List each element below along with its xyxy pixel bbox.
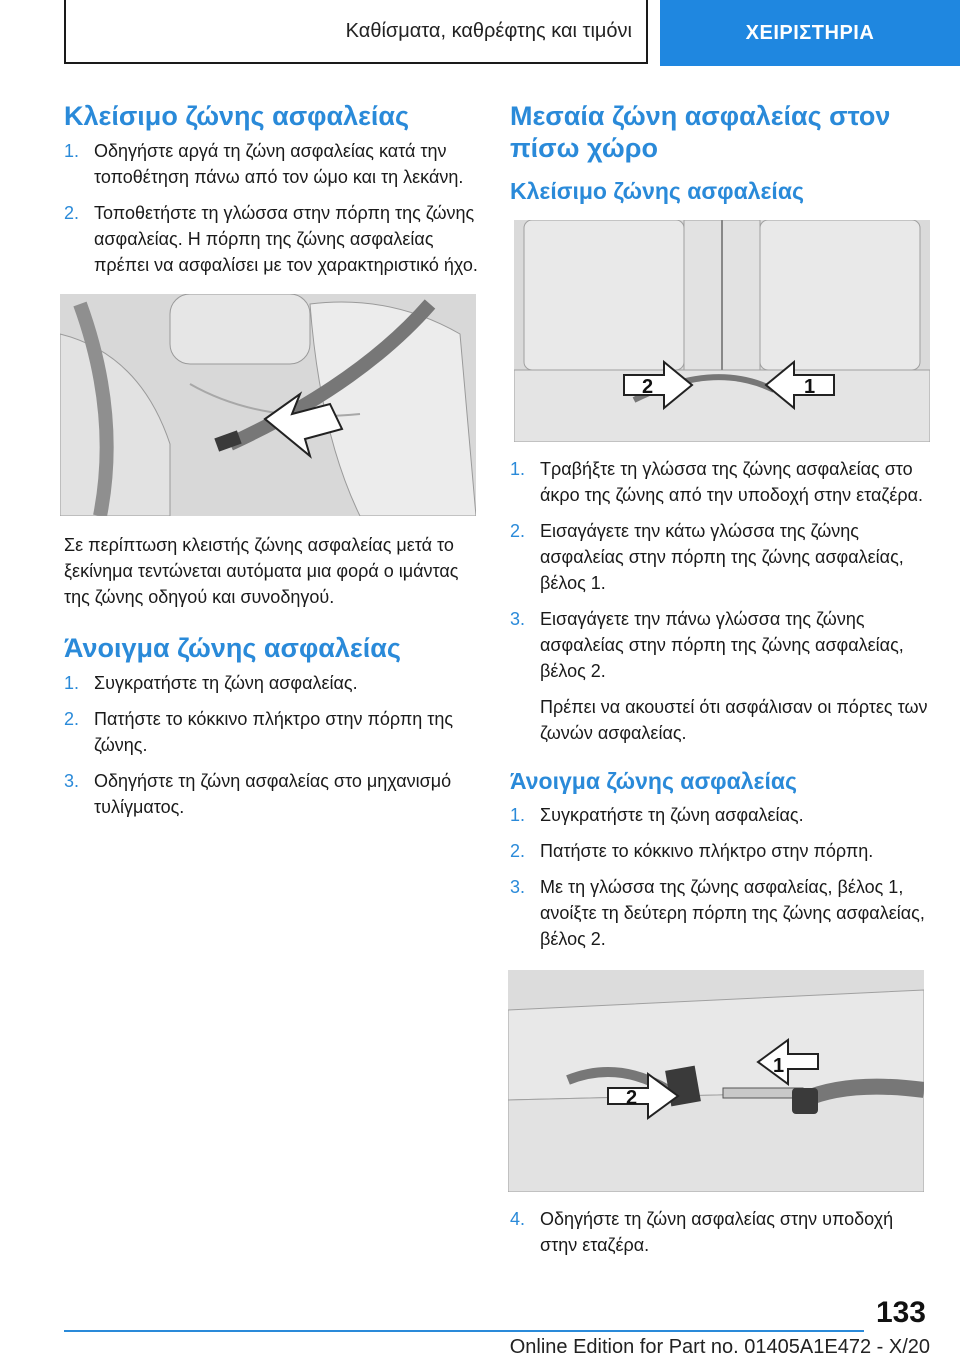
heading-close-belt: Κλείσιμο ζώνης ασφαλείας bbox=[64, 101, 410, 131]
list-item: 1. Συγκρατήστε τη ζώνη ασφαλείας. bbox=[64, 673, 358, 693]
rear-close-steps bbox=[510, 456, 930, 684]
right-column bbox=[510, 100, 930, 1268]
rear-belt-illustration bbox=[514, 220, 930, 442]
header-tab[interactable]: ΧΕΙΡΙΣΤΗΡΙΑ bbox=[660, 0, 960, 66]
heading-rear-center-belt: Μεσαία ζώνη ασφαλείας στον πίσω χώρο bbox=[510, 101, 891, 163]
rear-final-steps bbox=[510, 1206, 930, 1258]
list-item: 2. Τοποθετήστε τη γλώσσα στην πόρπη της ζώνης ασφαλείας. Η πόρπη της ζώνης ασφαλείας πρέπει να ασφαλίσει με τον χαρακτηριστικό ήχο. bbox=[64, 203, 478, 275]
rear-open-steps bbox=[510, 802, 930, 952]
subheading-close-belt: Κλείσιμο ζώνης ασφαλείας bbox=[510, 178, 804, 204]
list-item: 2. Πατήστε το κόκκινο πλήκτρο στην πόρπη. bbox=[510, 841, 874, 861]
figure-label: 1 bbox=[773, 1055, 785, 1077]
list-item: 3. Οδηγήστε τη ζώνη ασφαλείας στο μηχανισμό τυλίγματος. bbox=[64, 771, 452, 817]
list-item: 1. Οδηγήστε αργά τη ζώνη ασφαλείας κατά την τοποθέτηση πάνω από τον ώμο και τη λεκάνη. bbox=[64, 141, 464, 187]
left-column bbox=[64, 100, 480, 830]
open-belt-steps bbox=[64, 670, 480, 820]
list-item: 4. Οδηγήστε τη ζώνη ασφαλείας στην υποδοχή στην εταζέρα. bbox=[510, 1209, 894, 1255]
list-item: 2. Πατήστε το κόκκινο πλήκτρο στην πόρπη της ζώνης. bbox=[64, 709, 454, 755]
header-section-title: Καθίσματα, καθρέφτης και τιμόνι bbox=[64, 0, 648, 64]
list-item: 2. Εισαγάγετε την κάτω γλώσσα της ζώνης ασφαλείας στην πόρπη της ζώνης ασφαλείας, βέλος 1. bbox=[510, 521, 904, 593]
seat-belt-illustration bbox=[60, 294, 476, 516]
list-item: 1. Τραβήξτε τη γλώσσα της ζώνης ασφαλείας στο άκρο της ζώνης από την υποδοχή στην εταζέρα. bbox=[510, 459, 924, 505]
note-latches: Πρέπει να ακουστεί ότι ασφάλισαν οι πόρτες των ζωνών ασφαλείας. bbox=[540, 697, 928, 743]
figure-label: 1 bbox=[804, 376, 816, 398]
list-item: 1. Συγκρατήστε τη ζώνη ασφαλείας. bbox=[510, 805, 804, 825]
list-item: 3. Εισαγάγετε την πάνω γλώσσα της ζώνης ασφαλείας στην πόρπη της ζώνης ασφαλείας, βέλος 2. bbox=[510, 609, 904, 681]
page-number: 133 bbox=[875, 1296, 926, 1329]
list-item: 3. Με τη γλώσσα της ζώνης ασφαλείας, βέλος 1, ανοίξτε τη δεύτερη πόρπη της ζώνης ασφαλείας, βέλος 2. bbox=[510, 877, 925, 949]
footer-divider bbox=[64, 1330, 864, 1332]
rear-belt-open-illustration bbox=[508, 970, 924, 1192]
figure-rear-belt-close bbox=[514, 220, 930, 442]
heading-open-belt: Άνοιγμα ζώνης ασφαλείας bbox=[64, 633, 401, 663]
subheading-open-belt: Άνοιγμα ζώνης ασφαλείας bbox=[510, 768, 797, 794]
figure-label: 2 bbox=[626, 1087, 638, 1109]
close-belt-steps bbox=[64, 138, 480, 278]
figure-rear-belt-open bbox=[508, 970, 924, 1192]
figure-label: 2 bbox=[642, 376, 654, 398]
paragraph-auto-tension: Σε περίπτωση κλειστής ζώνης ασφαλείας μετά το ξεκίνημα τεντώνεται αυτόματα μια φορά ο ιμάντας της ζώνης οδηγού και συνοδηγού. bbox=[64, 535, 459, 607]
footer-edition: Online Edition for Part no. 01405A1E472 - X/20 bbox=[509, 1336, 930, 1358]
figure-front-seat-belt bbox=[60, 294, 476, 516]
